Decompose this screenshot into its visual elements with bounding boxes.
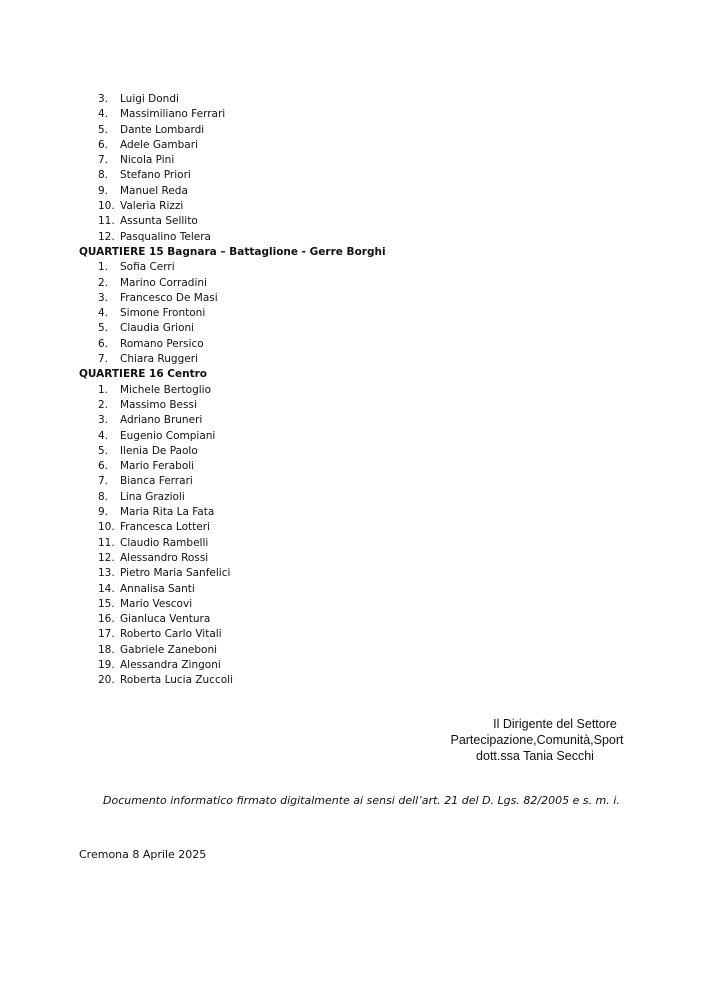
section-a-list <box>79 92 479 245</box>
list-item-name: Chiara Ruggeri <box>120 353 198 366</box>
list-item-number <box>79 566 120 581</box>
list-item-name: Alessandro Rossi <box>120 551 209 564</box>
list-item <box>79 276 479 291</box>
list-item-number-text: 1. <box>98 261 109 274</box>
list-item-number <box>79 459 120 474</box>
list-item <box>79 321 479 336</box>
list-item-number-text: 5. <box>98 123 109 136</box>
list-item-name: Alessandra Zingoni <box>120 658 221 671</box>
list-item-number <box>79 230 120 245</box>
list-item <box>79 230 479 245</box>
list-item <box>79 627 479 642</box>
list-item-number-text: 19. <box>98 658 115 671</box>
list-item <box>79 474 479 489</box>
section-b-list <box>79 260 479 367</box>
list-item <box>79 551 479 566</box>
list-item-name: Maria Rita La Fata <box>120 506 215 519</box>
list-item <box>79 184 479 199</box>
list-item <box>79 658 479 673</box>
list-item <box>79 214 479 229</box>
list-item-number <box>79 199 120 214</box>
list-item-number-text: 18. <box>98 643 115 656</box>
list-item-number-text: 16. <box>98 613 115 626</box>
list-item-number-text: 7. <box>98 353 109 366</box>
list-item-name: Massimiliano Ferrari <box>120 108 226 121</box>
list-item-number <box>79 321 120 336</box>
list-item-name: Roberta Lucia Zuccoli <box>120 674 234 687</box>
list-item-number-text: 9. <box>98 506 109 519</box>
list-item-number <box>79 627 120 642</box>
list-item-name: Annalisa Santi <box>120 582 195 595</box>
list-item-number-text: 6. <box>98 138 109 151</box>
list-item-name: Manuel Reda <box>120 184 188 197</box>
list-item-number <box>79 184 120 199</box>
list-item <box>79 566 479 581</box>
list-item-name: Bianca Ferrari <box>120 475 193 488</box>
digital-signature-note: Documento informatico firmato digitalmente ai sensi dell’art. 21 del D. Lgs. 82/2005 e s. m. i. <box>103 794 620 807</box>
list-item-name: Marino Corradini <box>120 276 207 289</box>
list-item-number <box>79 597 120 612</box>
list-item-number-text: 2. <box>98 276 109 289</box>
list-item-number <box>79 612 120 627</box>
list-item-number <box>79 398 120 413</box>
list-item-name: Mario Feraboli <box>120 460 195 473</box>
list-item-name: Francesco De Masi <box>120 291 218 304</box>
list-item-number-text: 1. <box>98 383 109 396</box>
list-item-name: Nicola Pini <box>120 154 175 167</box>
list-item-number-text: 7. <box>98 154 109 167</box>
list-item-name: Stefano Priori <box>120 169 191 182</box>
list-item-number-text: 5. <box>98 444 109 457</box>
list-item <box>79 429 479 444</box>
list-item-number <box>79 536 120 551</box>
list-item-number-text: 14. <box>98 582 115 595</box>
list-item-number <box>79 413 120 428</box>
list-item-number-text: 13. <box>98 567 115 580</box>
signature-block <box>380 716 680 764</box>
list-item-number-text: 10. <box>98 521 115 534</box>
list-item <box>79 168 479 183</box>
list-item-name: Francesca Lotteri <box>120 521 210 534</box>
list-item <box>79 444 479 459</box>
list-item-name: Luigi Dondi <box>120 93 179 105</box>
list-item-number <box>79 658 120 673</box>
list-item <box>79 582 479 597</box>
list-item <box>79 123 479 138</box>
list-item-number-text: 8. <box>98 490 109 503</box>
list-item-number-text: 11. <box>98 536 115 549</box>
list-item <box>79 398 479 413</box>
list-item-name: Massimo Bessi <box>120 398 197 411</box>
list-item-number <box>79 352 120 367</box>
list-item-number <box>79 138 120 153</box>
list-item-number-text: 3. <box>98 93 109 105</box>
list-item-number-text: 5. <box>98 322 109 335</box>
list-item <box>79 92 479 107</box>
list-item-number-text: 7. <box>98 475 109 488</box>
list-item <box>79 107 479 122</box>
list-item-name: Claudio Rambelli <box>120 536 209 549</box>
list-item-number-text: 10. <box>98 200 115 213</box>
list-item-number <box>79 505 120 520</box>
list-item-name: Dante Lombardi <box>120 123 205 136</box>
list-item-number <box>79 123 120 138</box>
list-item-number-text: 6. <box>98 337 109 350</box>
list-item-number <box>79 153 120 168</box>
list-item-number <box>79 444 120 459</box>
list-item-number <box>79 107 120 122</box>
list-item <box>79 459 479 474</box>
member-list <box>79 92 479 689</box>
list-item-name: Eugenio Compiani <box>120 429 216 442</box>
list-item <box>79 260 479 275</box>
list-item <box>79 643 479 658</box>
list-item-number <box>79 474 120 489</box>
list-item-name: Pasqualino Telera <box>120 230 211 243</box>
list-item-number-text: 12. <box>98 230 115 243</box>
list-item-number <box>79 429 120 444</box>
list-item-name: Simone Frontoni <box>120 307 206 320</box>
list-item-name: Adele Gambari <box>120 138 198 151</box>
list-item <box>79 520 479 535</box>
section-c-list <box>79 383 479 689</box>
list-item-number-text: 8. <box>98 169 109 182</box>
list-item-name: Ilenia De Paolo <box>120 444 198 457</box>
list-item <box>79 337 479 352</box>
list-item-number <box>79 214 120 229</box>
section-heading-quartiere-16: QUARTIERE 16 Centro <box>79 368 208 381</box>
list-item-number-text: 15. <box>98 597 115 610</box>
list-item-number-text: 4. <box>98 307 109 320</box>
list-item-number <box>79 383 120 398</box>
list-item-name: Assunta Sellito <box>120 215 198 228</box>
list-item-number <box>79 490 120 505</box>
list-item-number-text: 9. <box>98 184 109 197</box>
list-item <box>79 352 479 367</box>
signature-name: dott.ssa Tania Secchi <box>476 749 594 763</box>
list-item-number <box>79 260 120 275</box>
list-item <box>79 138 479 153</box>
signature-department: Partecipazione,Comunità,Sport <box>450 733 624 747</box>
list-item <box>79 413 479 428</box>
list-item-number <box>79 520 120 535</box>
list-item <box>79 536 479 551</box>
list-item <box>79 505 479 520</box>
list-item-number <box>79 582 120 597</box>
list-item-number <box>79 306 120 321</box>
list-item <box>79 306 479 321</box>
signature-title: Il Dirigente del Settore <box>493 717 617 731</box>
list-item-number <box>79 673 120 688</box>
list-item-name: Gianluca Ventura <box>120 613 211 626</box>
list-item-number <box>79 168 120 183</box>
list-item <box>79 291 479 306</box>
list-item <box>79 612 479 627</box>
list-item-number-text: 4. <box>98 108 109 121</box>
list-item-number-text: 6. <box>98 460 109 473</box>
list-item-name: Adriano Bruneri <box>120 414 203 427</box>
place-date: Cremona 8 Aprile 2025 <box>79 848 207 861</box>
list-item-name: Mario Vescovi <box>120 597 193 610</box>
list-item-number-text: 3. <box>98 414 109 427</box>
section-heading-quartiere-15: QUARTIERE 15 Bagnara – Battaglione - Gerre Borghi <box>79 245 386 258</box>
list-item-name: Romano Persico <box>120 337 204 350</box>
list-item-number-text: 2. <box>98 398 109 411</box>
list-item-number-text: 11. <box>98 215 115 228</box>
list-item <box>79 597 479 612</box>
list-item-number <box>79 643 120 658</box>
list-item-name: Sofia Cerri <box>120 261 175 274</box>
list-item <box>79 490 479 505</box>
list-item <box>79 199 479 214</box>
list-item-name: Michele Bertoglio <box>120 383 212 396</box>
list-item <box>79 383 479 398</box>
list-item <box>79 153 479 168</box>
list-item-name: Pietro Maria Sanfelici <box>120 567 231 580</box>
list-item-name: Claudia Grioni <box>120 322 195 335</box>
list-item <box>79 673 479 688</box>
list-item-number-text: 4. <box>98 429 109 442</box>
list-item-number-text: 17. <box>98 628 115 641</box>
list-item-number <box>79 337 120 352</box>
list-item-number-text: 3. <box>98 291 109 304</box>
list-item-number <box>79 291 120 306</box>
list-item-number-text: 12. <box>98 551 115 564</box>
list-item-name: Valeria Rizzi <box>120 200 184 213</box>
list-item-number <box>79 551 120 566</box>
list-item-name: Roberto Carlo Vitali <box>120 628 222 641</box>
list-item-number <box>79 92 120 107</box>
list-item-name: Lina Grazioli <box>120 490 185 503</box>
list-item-number <box>79 276 120 291</box>
list-item-name: Gabriele Zaneboni <box>120 643 218 656</box>
list-item-number-text: 20. <box>98 674 115 687</box>
